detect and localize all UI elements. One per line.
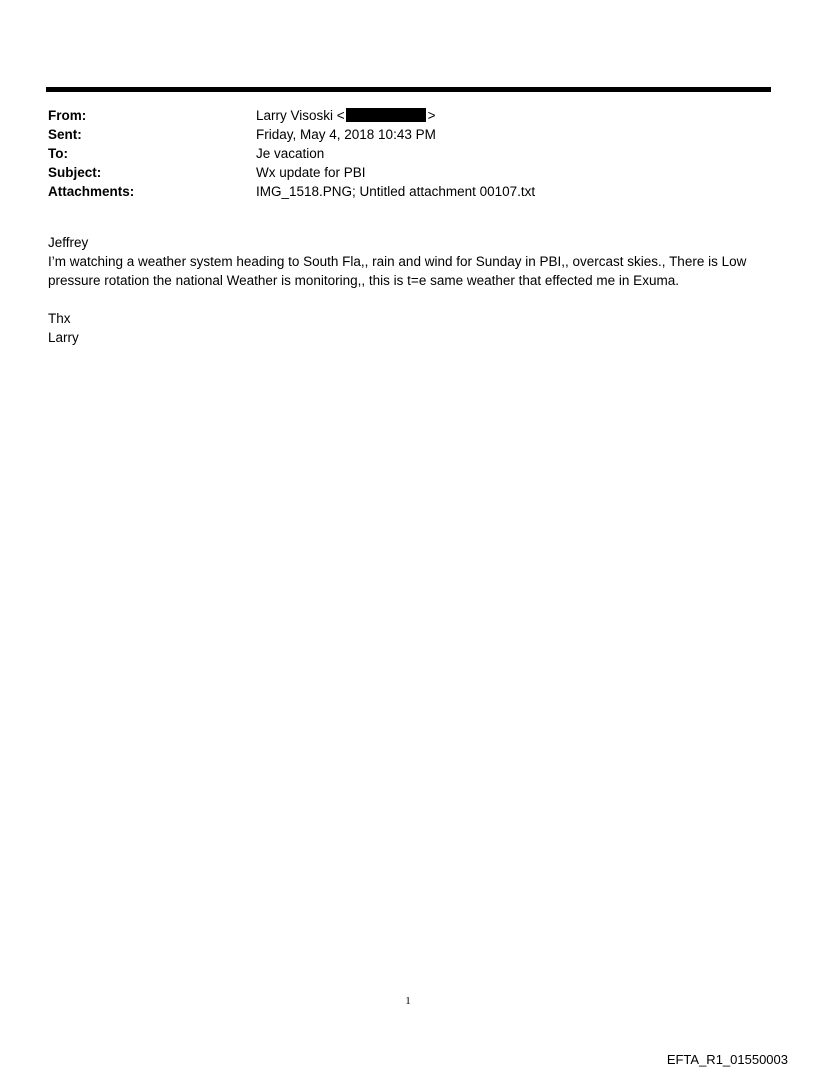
to-value: Je vacation <box>256 146 325 161</box>
greeting: Jeffrey <box>48 235 89 250</box>
attachments-label: Attachments: <box>48 184 135 199</box>
header-divider <box>46 87 771 92</box>
sender-name: Larry Visoski < <box>256 108 345 123</box>
subject-label: Subject: <box>48 165 102 180</box>
subject-value: Wx update for PBI <box>256 165 366 180</box>
to-row <box>48 144 768 163</box>
sent-row <box>48 125 768 144</box>
body-line-1: I’m watching a weather system heading to South Fla,, rain and wind for Sunday in PBI,, overcast skies., There is Low <box>48 254 747 269</box>
body-line-2: pressure rotation the national Weather is monitoring,, this is t=e same weather that effected me in Exuma. <box>48 273 679 288</box>
closing-thanks: Thx <box>48 311 71 326</box>
sent-value: Friday, May 4, 2018 10:43 PM <box>256 127 436 142</box>
to-label: To: <box>48 146 68 161</box>
from-label: From: <box>48 108 87 123</box>
page-number: 1 <box>405 995 411 1007</box>
sent-label: Sent: <box>48 127 82 142</box>
attachments-value: IMG_1518.PNG; Untitled attachment 00107.txt <box>256 184 536 199</box>
document-id: EFTA_R1_01550003 <box>666 1052 788 1067</box>
email-header <box>48 106 768 201</box>
redaction-block <box>346 108 426 122</box>
attachments-row <box>48 182 768 201</box>
paragraph-spacer <box>48 290 768 309</box>
signature-name: Larry <box>48 330 79 345</box>
from-value <box>256 106 436 125</box>
sender-suffix: > <box>427 108 436 123</box>
from-row <box>48 106 768 125</box>
email-body <box>48 233 768 347</box>
subject-row <box>48 163 768 182</box>
